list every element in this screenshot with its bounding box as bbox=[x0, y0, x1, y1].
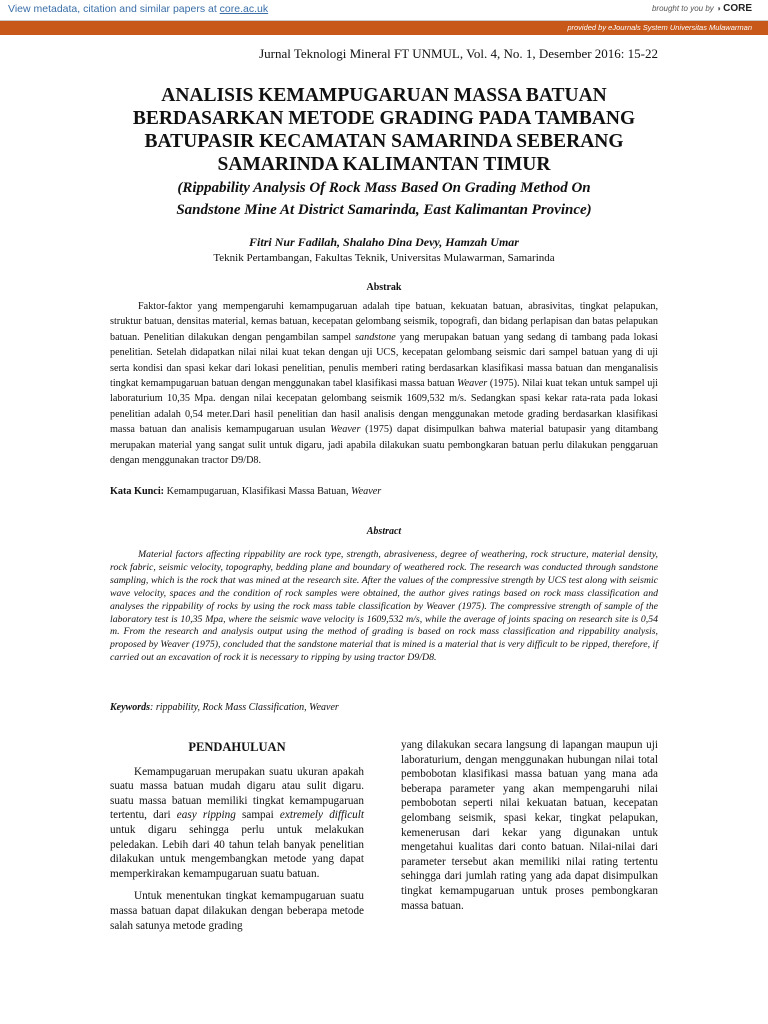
intro-paragraph-2: Untuk menentukan tingkat kemampugaruan suatu massa batuan dapat dilakukan dengan beberapa metode salah satunya metode grading bbox=[110, 890, 364, 932]
paper-subtitle: (Rippability Analysis Of Rock Mass Based On Grading Method On Sandstone Mine At District Samarinda, East Kalimantan Province) bbox=[176, 180, 592, 218]
paper-title: ANALISIS KEMAMPUGARUAN MASSA BATUAN BERDASARKAN METODE GRADING PADA TAMBANG BATUPASIR KECAMATAN SAMARINDA SEBERANG SAMARINDA KALIMANTAN TIMUR bbox=[132, 85, 636, 175]
authors: Fitri Nur Fadilah, Shalaho Dina Devy, Hamzah Umar bbox=[249, 235, 519, 249]
core-banner bbox=[0, 0, 768, 21]
abstrak-body: Faktor-faktor yang mempengaruhi kemampugaruan adalah tipe batuan, kekuatan batuan, abrasivitas, tingkat pelapukan, struktur batuan, densitas material, kemas batuan, kecepatan gelombang seismik, topografi, dan bidang perlapisan dan batas pelapukan batuan. Penelitian dilakukan dengan pengambilan sampel sandstone yang merupakan batuan yang sedang di tambang pada lokasi penelitian. Setelah didapatkan nilai nilai kuat tekan dengan uji UCS, kecepatan gelombang seismic dari sampel batuan yang di uji serta kondisi dan spasi kekar dari lokasi penelitian, penulis memberi rating berdasarkan klasifikasi massa batuan dan menganalisis tingkat kemampugaruan batuan dengan menggunakan tabel klasifikasi massa batuan Weaver (1975). Nilai kuat tekan untuk sampel uji laboraturium 10,35 Mpa. dengan nilai kecepatan gelombang seismik 1609,532 m/s. Sedangkan spasi kekar rata-rata pada lokasi penelitian adalah 0,54 meter.Dari hasil penelitian dan hasil analisis dengan menggunakan metode grading berdasarkan klasifikasi massa batuan dan analisis kemampugaruan usulan Weaver (1975) dapat disimpulkan bahwa material batupasir yang ditambang merupakan material yang sangat sulit untuk digaru, jadi apabila dilakukan suatu pembongkaran batuan perlu dilakukan penggaruan dengan menggunakan tractor D9/D8. bbox=[110, 301, 659, 467]
keywords: Keywords: rippability, Rock Mass Classification, Weaver bbox=[110, 702, 339, 713]
kata-kunci: Kata Kunci: Kemampugaruan, Klasifikasi Massa Batuan, Weaver bbox=[110, 486, 382, 497]
affiliation: Teknik Pertambangan, Fakultas Teknik, Universitas Mulawarman, Samarinda bbox=[213, 252, 555, 264]
section-heading-pendahuluan: PENDAHULUAN bbox=[188, 740, 286, 754]
core-logo-icon: ◑ bbox=[716, 4, 721, 13]
core-brand[interactable]: brought to you by ◑ CORE bbox=[651, 3, 752, 14]
core-link[interactable]: core.ac.uk bbox=[219, 3, 269, 15]
core-metadata-text: View metadata, citation and similar papers at core.ac.uk bbox=[8, 3, 269, 15]
core-logo: CORE bbox=[723, 3, 752, 14]
abstrak-heading: Abstrak bbox=[366, 282, 402, 293]
core-provider-strip bbox=[0, 21, 768, 35]
intro-paragraph-3: yang dilakukan secara langsung di lapangan maupun uji laboraturium, dengan menggunakan hubungan nilai total pembobotan klasifikasi massa batuan yang mana ada beberapa parameter yang akan mempengaruhi nilai pembobotan seperti nilai kekuatan batuan, kecepatan gelombang seismik, spasi kekar, tingkat pelapukan, kemenerusan dari kekar yang digunakan untuk mengetahui kualitas dari conto batuan. Nilai-nilai dari parameter tersebut akan memiliki nilai rating tertentu sehingga dari jumlah rating yang ada dapat disimpulkan tingkat kemampugaruan untuk proses pembongkaran massa batuan. bbox=[401, 739, 658, 912]
intro-paragraph-1: Kemampugaruan merupakan suatu ukuran apakah suatu massa batuan mudah digaru atau sulit digaru. suatu massa batuan memiliki tingkat kemampugaruan tertentu, dari easy ripping sampai extremely difficult untuk digaru sehingga perlu untuk melakukan peledakan. Lebih dari 40 tahun telah banyak penelitian dilakukan untuk mengembangkan metode yang dapat memperkirakan kemampugaruan suatu batuan. bbox=[110, 765, 364, 880]
journal-reference: Jurnal Teknologi Mineral FT UNMUL, Vol. 4, No. 1, Desember 2016: 15-22 bbox=[259, 46, 658, 61]
provided-by-text: provided by eJournals System Universitas Mulawarman bbox=[567, 23, 752, 32]
abstract-body: Material factors affecting rippability are rock type, strength, abrasiveness, degree of weathering, rock structure, material density, rock fabric, seismic velocity, topography, bedding plane and boundary of weathered rock. The research was conducted through sandstone sampling, which is the rock that was mined at the research site. After the values of the compressive strength by UCS test along with seismic wave velocity, spaces and the condition of rock samples were obtained, the author gives ratings based on rock mass classification and analyses the rippability of rocks by using the rock mass table classification by Weaver (1975). The compressive strength of sample of the laboratory test is 10,35 Mpa, where the seismic wave velocity is 1609,532 m/s, while the average of joints spacing on research site is 0,54 m. From the research and analysis output using the method of grading is based on rock mass classification and rippability analysis, proposed by Weaver (1975), concluded that the sandstone material that is mined is a material that is very difficult to be ripped, therefore, if carried out an excavation of rock it is necessary to ripping by using tractor D9/D8. bbox=[110, 549, 658, 664]
abstract-heading: Abstract bbox=[366, 526, 402, 537]
right-column bbox=[401, 738, 658, 913]
left-column bbox=[110, 740, 364, 941]
